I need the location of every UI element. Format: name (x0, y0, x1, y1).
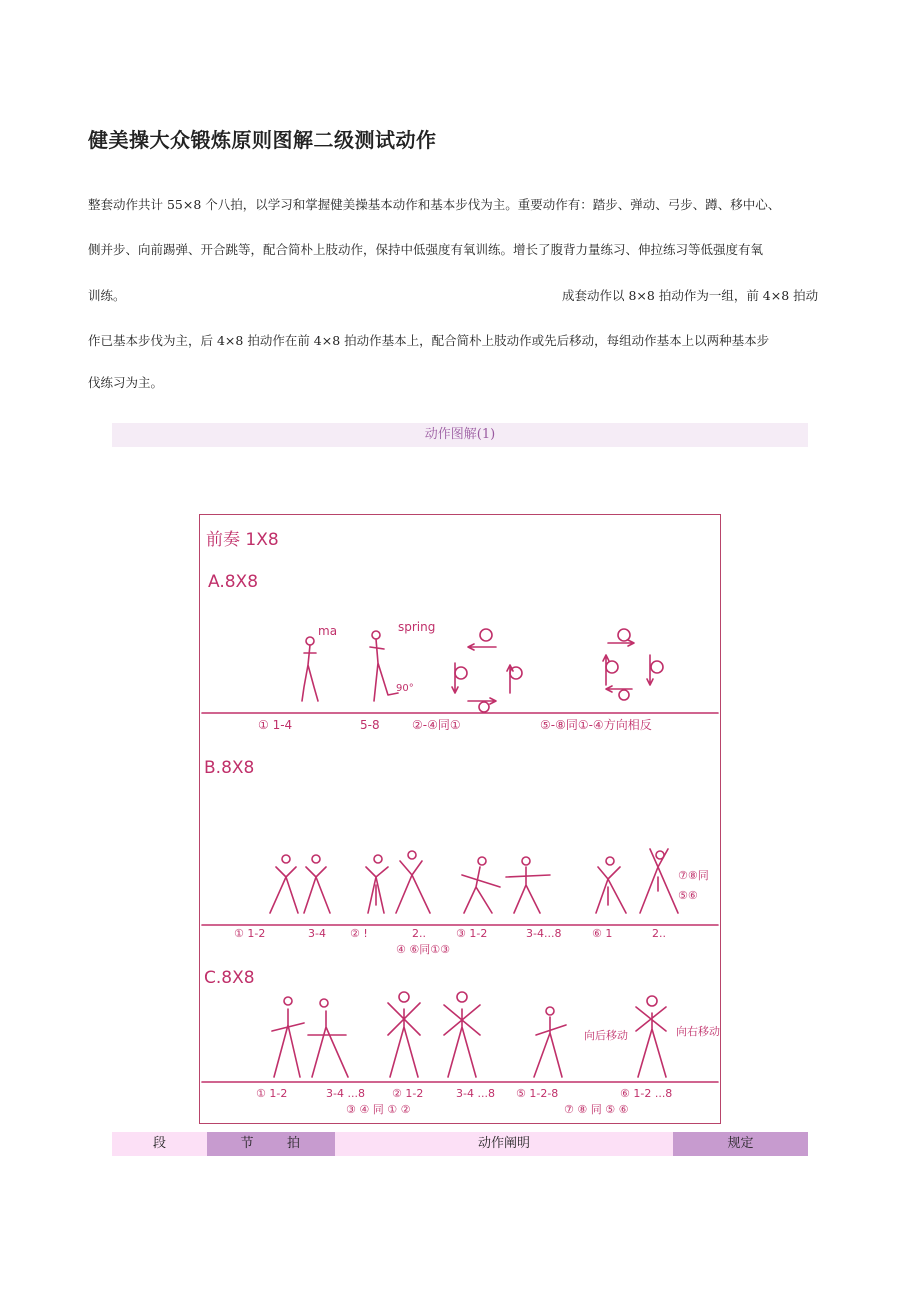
figure-b3 (366, 855, 388, 913)
subcount-b: ④ ⑥同①③ (396, 943, 450, 956)
paragraph-line-6: 伐练习为主。 (88, 375, 164, 390)
figure-caption: 动作图解(1) (112, 423, 808, 447)
header-rule: 规定 (673, 1132, 808, 1156)
arrows-a-right (603, 629, 663, 700)
count-c-4: 3-4 ...8 (456, 1087, 495, 1100)
note-ma: ma (318, 624, 338, 638)
figure-b8 (640, 849, 678, 913)
section-c-label: C.8X8 (204, 968, 255, 988)
header-section: 节 (207, 1132, 287, 1156)
subcount-c-2: ⑦ ⑧ 同 ⑤ ⑥ (564, 1103, 629, 1116)
note-90: 90° (396, 683, 414, 694)
subcount-c-1: ③ ④ 同 ① ② (346, 1103, 411, 1116)
figure-c6 (636, 996, 666, 1077)
figure-c3 (388, 992, 420, 1077)
note-c-move-back: 向后移动 (584, 1029, 628, 1042)
count-c-2: 3-4 ...8 (326, 1087, 365, 1100)
count-b-5: ③ 1-2 (456, 927, 488, 940)
count-a-1: ① 1-4 (258, 718, 293, 732)
side-note-b-2: ⑤⑥ (678, 889, 698, 902)
section-b-label: B.8X8 (204, 758, 255, 778)
count-a-4: ⑤-⑧同①-④方向相反 (540, 718, 652, 732)
figure-b5 (462, 857, 500, 913)
figure-c5 (534, 1007, 566, 1077)
count-b-4: 2.. (412, 927, 426, 940)
header-description: 动作阐明 (335, 1132, 673, 1156)
count-b-2: 3-4 (308, 927, 326, 940)
side-note-b-1: ⑦⑧同 (678, 869, 709, 882)
count-b-7: ⑥ 1 (592, 927, 613, 940)
paragraph-line-3: 训练。 (88, 288, 126, 303)
figure-a2 (370, 631, 398, 701)
count-a-2: 5-8 (360, 718, 380, 732)
figure-b1 (270, 855, 298, 913)
figure-c4 (444, 992, 480, 1077)
figure-b6 (506, 857, 550, 913)
paragraph-line-1: 整套动作共计 55×8 个八拍，以学习和掌握健美操基本动作和基本步伐为主。重要动作有：踏步、弹动、弓步、蹲、移中心、 (88, 197, 781, 212)
figure-b7 (596, 857, 626, 913)
paragraph-line-2: 侧并步、向前踢弹、开合跳等，配合简朴上肢动作，保持中低强度有氧训练。增长了腹背力量练习、伸拉练习等低强度有氧 (88, 242, 764, 257)
figure-b4 (396, 851, 430, 913)
count-c-6: ⑥ 1-2 ...8 (620, 1087, 673, 1100)
figure-c1 (272, 997, 304, 1077)
count-c-5: ⑤ 1-2-8 (516, 1087, 559, 1100)
paragraph-line-4: 成套动作以 8×8 拍动作为一组，前 4×8 拍动 (562, 288, 819, 303)
figure-c2 (308, 999, 348, 1077)
section-a-label: A.8X8 (208, 572, 259, 592)
movement-diagram-svg (200, 515, 720, 1123)
figure-a1 (302, 637, 318, 701)
arrows-a-left (452, 629, 522, 712)
figure-b2 (304, 855, 330, 913)
count-b-6: 3-4...8 (526, 927, 562, 940)
header-segment: 段 (112, 1132, 207, 1156)
note-spring: spring (398, 620, 436, 634)
count-c-3: ② 1-2 (392, 1087, 424, 1100)
count-c-1: ① 1-2 (256, 1087, 288, 1100)
count-b-8: 2.. (652, 927, 666, 940)
paragraph-line-5: 作已基本步伐为主，后 4×8 拍动作在前 4×8 拍动作基本上，配合简朴上肢动作或先后移动，每组动作基本上以两种基本步 (88, 333, 770, 348)
page-title: 健美操大众锻炼原则图解二级测试动作 (88, 128, 437, 152)
movement-diagram (199, 514, 721, 1124)
header-beat: 拍 (287, 1132, 335, 1156)
figure-header: 前奏 1X8 (206, 530, 279, 550)
count-b-3: ② ! (350, 927, 368, 940)
note-c-move-right: 向右移动 (676, 1025, 720, 1038)
count-b-1: ① 1-2 (234, 927, 266, 940)
count-a-3: ②-④同① (412, 718, 461, 732)
